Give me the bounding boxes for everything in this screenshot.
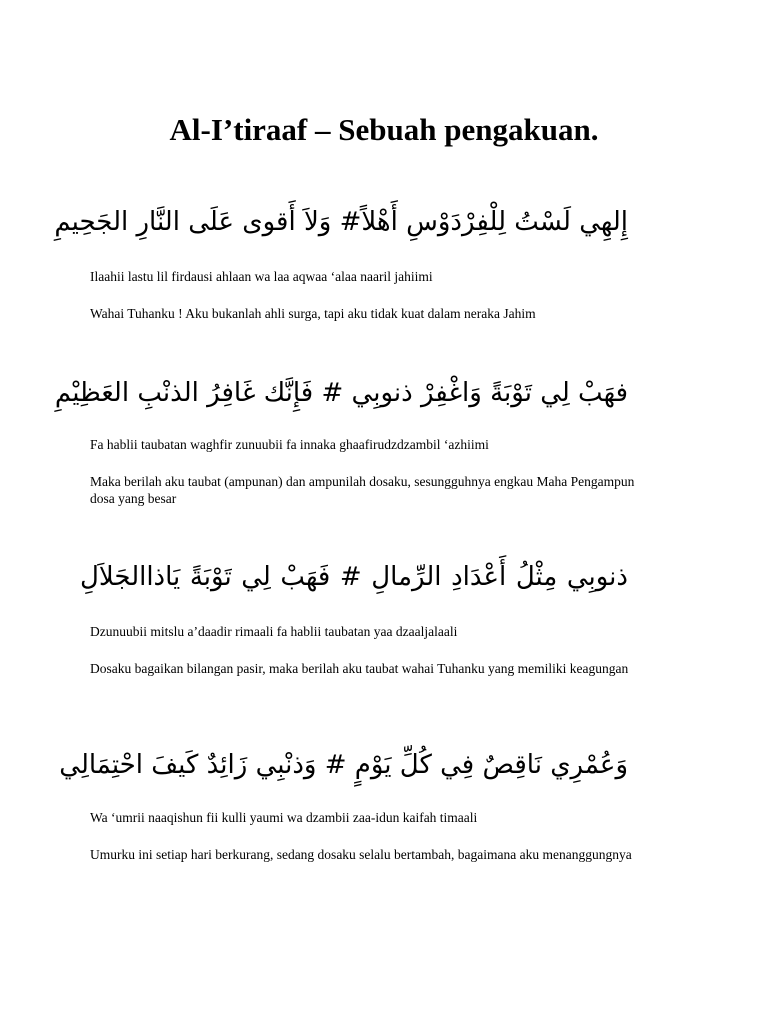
transliteration-1: Ilaahii lastu lil firdausi ahlaan wa laa aqwaa ‘alaa naaril jahiimi bbox=[90, 269, 433, 284]
translation-3: Dosaku bagaikan bilangan pasir, maka berilah aku taubat wahai Tuhanku yang memiliki keagungan bbox=[90, 661, 629, 676]
translation-4: Umurku ini setiap hari berkurang, sedang dosaku selalu bertambah, bagaimana aku menanggungnya bbox=[90, 847, 632, 862]
document-title: Al-I’tiraaf – Sebuah pengakuan. bbox=[169, 112, 599, 147]
transliteration-3: Dzunuubii mitslu a’daadir rimaali fa hablii taubatan yaa dzaaljalaali bbox=[90, 624, 458, 639]
translation-1: Wahai Tuhanku ! Aku bukanlah ahli surga, tapi aku tidak kuat dalam neraka Jahim bbox=[90, 306, 536, 321]
transliteration-4: Wa ‘umrii naaqishun fii kulli yaumi wa dzambii zaa-idun kaifah timaali bbox=[90, 810, 478, 825]
translation-2: Maka berilah aku taubat (ampunan) dan ampunilah dosaku, sesungguhnya engkau Maha Pengampun dosa yang besar bbox=[90, 474, 635, 506]
transliteration-2: Fa hablii taubatan waghfir zunuubii fa innaka ghaafirudzdzambil ‘azhiimi bbox=[90, 437, 489, 452]
arabic-verse-1: إِلهِي لَسْتُ لِلْفِرْدَوْسِ أَهْلاً# وَلاَ أَقوى عَلَى النَّارِ الجَحِيمِ bbox=[54, 207, 628, 237]
arabic-verse-3: ذنوبِي مِثْلُ أَعْدَادِ الرِّمالِ # فَهَبْ لِي تَوْبَةً يَاذاالجَلاَلِ bbox=[80, 562, 628, 592]
arabic-verse-2: فهَبْ لِي تَوْبَةً وَاغْفِرْ ذنوبِي # فَإِنَّك غَافِرُ الذنْبِ العَظِيْمِ bbox=[54, 378, 628, 408]
arabic-verse-4: وَعُمْرِي نَاقِصٌ فِي كُلِّ يَوْمٍ # وَذنْبِي زَائِدٌ كَيفَ احْتِمَالِي bbox=[59, 750, 628, 780]
